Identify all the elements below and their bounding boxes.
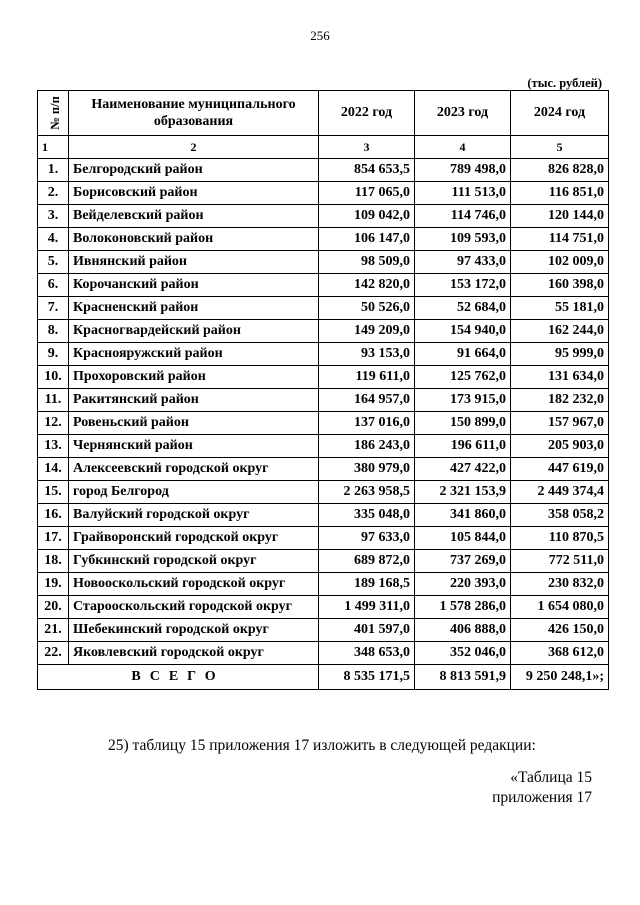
row-number: 16. bbox=[38, 504, 69, 527]
row-number: 18. bbox=[38, 550, 69, 573]
header-name: Наименование муниципального образования bbox=[69, 91, 319, 136]
table-row bbox=[38, 366, 609, 389]
row-value-2023: 406 888,0 bbox=[415, 619, 511, 642]
index-cell: 4 bbox=[415, 136, 511, 159]
units-label: (тыс. рублей) bbox=[527, 76, 602, 90]
table-row bbox=[38, 596, 609, 619]
row-value-2023: 114 746,0 bbox=[415, 205, 511, 228]
row-value-2023: 105 844,0 bbox=[415, 527, 511, 550]
row-value-2022: 164 957,0 bbox=[319, 389, 415, 412]
row-number: 21. bbox=[38, 619, 69, 642]
table-row bbox=[38, 619, 609, 642]
table-row bbox=[38, 389, 609, 412]
row-value-2023: 1 578 286,0 bbox=[415, 596, 511, 619]
table-row bbox=[38, 642, 609, 665]
total-2022: 8 535 171,5 bbox=[319, 665, 415, 690]
row-value-2023: 109 593,0 bbox=[415, 228, 511, 251]
table-row bbox=[38, 274, 609, 297]
row-name: Старооскольский городской округ bbox=[69, 596, 319, 619]
table-row bbox=[38, 435, 609, 458]
row-name: Шебекинский городской округ bbox=[69, 619, 319, 642]
table-row bbox=[38, 251, 609, 274]
row-value-2024: 110 870,5 bbox=[511, 527, 609, 550]
row-value-2023: 153 172,0 bbox=[415, 274, 511, 297]
row-number: 8. bbox=[38, 320, 69, 343]
row-value-2023: 220 393,0 bbox=[415, 573, 511, 596]
row-value-2023: 427 422,0 bbox=[415, 458, 511, 481]
row-number: 3. bbox=[38, 205, 69, 228]
table-row bbox=[38, 297, 609, 320]
row-value-2024: 426 150,0 bbox=[511, 619, 609, 642]
row-number: 17. bbox=[38, 527, 69, 550]
table-row bbox=[38, 573, 609, 596]
row-number: 15. bbox=[38, 481, 69, 504]
row-value-2023: 2 321 153,9 bbox=[415, 481, 511, 504]
row-value-2024: 447 619,0 bbox=[511, 458, 609, 481]
row-name: Красногвардейский район bbox=[69, 320, 319, 343]
row-value-2023: 352 046,0 bbox=[415, 642, 511, 665]
row-name: Прохоровский район bbox=[69, 366, 319, 389]
row-name: Волоконовский район bbox=[69, 228, 319, 251]
row-number: 12. bbox=[38, 412, 69, 435]
header-num: № п/п bbox=[38, 91, 69, 136]
row-name: Новооскольский городской округ bbox=[69, 573, 319, 596]
index-cell: 3 bbox=[319, 136, 415, 159]
reference-line-1: «Таблица 15 bbox=[510, 769, 592, 786]
index-cell: 1 bbox=[38, 136, 69, 159]
row-value-2022: 149 209,0 bbox=[319, 320, 415, 343]
row-value-2022: 335 048,0 bbox=[319, 504, 415, 527]
row-value-2024: 157 967,0 bbox=[511, 412, 609, 435]
row-value-2022: 109 042,0 bbox=[319, 205, 415, 228]
row-value-2022: 1 499 311,0 bbox=[319, 596, 415, 619]
row-value-2022: 401 597,0 bbox=[319, 619, 415, 642]
row-value-2024: 230 832,0 bbox=[511, 573, 609, 596]
row-name: Корочанский район bbox=[69, 274, 319, 297]
row-value-2024: 160 398,0 bbox=[511, 274, 609, 297]
index-cell: 2 bbox=[69, 136, 319, 159]
row-value-2023: 111 513,0 bbox=[415, 182, 511, 205]
index-row bbox=[38, 136, 609, 159]
row-value-2024: 182 232,0 bbox=[511, 389, 609, 412]
reference-line-2: приложения 17 bbox=[492, 789, 592, 806]
row-value-2023: 789 498,0 bbox=[415, 159, 511, 182]
row-value-2022: 186 243,0 bbox=[319, 435, 415, 458]
row-number: 1. bbox=[38, 159, 69, 182]
row-value-2023: 154 940,0 bbox=[415, 320, 511, 343]
row-value-2023: 52 684,0 bbox=[415, 297, 511, 320]
row-value-2024: 2 449 374,4 bbox=[511, 481, 609, 504]
row-name: Ивнянский район bbox=[69, 251, 319, 274]
row-value-2022: 689 872,0 bbox=[319, 550, 415, 573]
total-label: ВСЕГО bbox=[38, 665, 319, 690]
row-value-2022: 98 509,0 bbox=[319, 251, 415, 274]
row-value-2023: 173 915,0 bbox=[415, 389, 511, 412]
header-2024: 2024 год bbox=[511, 91, 609, 136]
table-row bbox=[38, 159, 609, 182]
row-value-2024: 116 851,0 bbox=[511, 182, 609, 205]
row-value-2024: 102 009,0 bbox=[511, 251, 609, 274]
row-value-2023: 97 433,0 bbox=[415, 251, 511, 274]
row-value-2024: 205 903,0 bbox=[511, 435, 609, 458]
row-number: 4. bbox=[38, 228, 69, 251]
row-name: Красненский район bbox=[69, 297, 319, 320]
header-2023: 2023 год bbox=[415, 91, 511, 136]
row-number: 11. bbox=[38, 389, 69, 412]
row-value-2024: 131 634,0 bbox=[511, 366, 609, 389]
row-value-2023: 196 611,0 bbox=[415, 435, 511, 458]
row-number: 5. bbox=[38, 251, 69, 274]
row-number: 22. bbox=[38, 642, 69, 665]
row-name: Чернянский район bbox=[69, 435, 319, 458]
row-number: 7. bbox=[38, 297, 69, 320]
row-name: Алексеевский городской округ bbox=[69, 458, 319, 481]
table-row bbox=[38, 527, 609, 550]
row-name: Губкинский городской округ bbox=[69, 550, 319, 573]
row-name: Борисовский район bbox=[69, 182, 319, 205]
table-row bbox=[38, 343, 609, 366]
row-value-2024: 1 654 080,0 bbox=[511, 596, 609, 619]
table-body bbox=[38, 159, 609, 665]
row-value-2022: 854 653,5 bbox=[319, 159, 415, 182]
row-value-2023: 125 762,0 bbox=[415, 366, 511, 389]
total-row bbox=[38, 665, 609, 690]
table-row bbox=[38, 481, 609, 504]
row-value-2022: 119 611,0 bbox=[319, 366, 415, 389]
row-name: Ровеньский район bbox=[69, 412, 319, 435]
row-number: 9. bbox=[38, 343, 69, 366]
row-value-2022: 2 263 958,5 bbox=[319, 481, 415, 504]
row-value-2022: 380 979,0 bbox=[319, 458, 415, 481]
row-name: Грайворонский городской округ bbox=[69, 527, 319, 550]
table-row bbox=[38, 458, 609, 481]
row-value-2023: 341 860,0 bbox=[415, 504, 511, 527]
table-row bbox=[38, 228, 609, 251]
table-row bbox=[38, 182, 609, 205]
row-value-2024: 55 181,0 bbox=[511, 297, 609, 320]
row-value-2024: 114 751,0 bbox=[511, 228, 609, 251]
row-value-2024: 368 612,0 bbox=[511, 642, 609, 665]
table-row bbox=[38, 205, 609, 228]
row-number: 6. bbox=[38, 274, 69, 297]
row-value-2024: 95 999,0 bbox=[511, 343, 609, 366]
header-2022: 2022 год bbox=[319, 91, 415, 136]
row-value-2022: 189 168,5 bbox=[319, 573, 415, 596]
amendment-text: 25) таблицу 15 приложения 17 изложить в следующей редакции: bbox=[108, 737, 536, 754]
row-number: 20. bbox=[38, 596, 69, 619]
row-number: 14. bbox=[38, 458, 69, 481]
row-value-2022: 97 633,0 bbox=[319, 527, 415, 550]
row-number: 13. bbox=[38, 435, 69, 458]
row-value-2022: 50 526,0 bbox=[319, 297, 415, 320]
row-name: Белгородский район bbox=[69, 159, 319, 182]
total-2023: 8 813 591,9 bbox=[415, 665, 511, 690]
page-number: 256 bbox=[310, 28, 330, 43]
row-name: Яковлевский городской округ bbox=[69, 642, 319, 665]
table-row bbox=[38, 504, 609, 527]
row-value-2023: 150 899,0 bbox=[415, 412, 511, 435]
row-value-2023: 737 269,0 bbox=[415, 550, 511, 573]
row-name: город Белгород bbox=[69, 481, 319, 504]
row-value-2022: 137 016,0 bbox=[319, 412, 415, 435]
table-reference bbox=[492, 768, 592, 808]
row-value-2022: 348 653,0 bbox=[319, 642, 415, 665]
row-value-2023: 91 664,0 bbox=[415, 343, 511, 366]
row-value-2024: 120 144,0 bbox=[511, 205, 609, 228]
budget-table bbox=[37, 90, 609, 690]
row-value-2022: 117 065,0 bbox=[319, 182, 415, 205]
row-value-2022: 93 153,0 bbox=[319, 343, 415, 366]
row-value-2022: 106 147,0 bbox=[319, 228, 415, 251]
row-number: 10. bbox=[38, 366, 69, 389]
row-name: Валуйский городской округ bbox=[69, 504, 319, 527]
row-value-2022: 142 820,0 bbox=[319, 274, 415, 297]
table-row bbox=[38, 320, 609, 343]
table-row bbox=[38, 412, 609, 435]
header-row bbox=[38, 91, 609, 136]
row-value-2024: 162 244,0 bbox=[511, 320, 609, 343]
row-number: 2. bbox=[38, 182, 69, 205]
table-row bbox=[38, 550, 609, 573]
index-cell: 5 bbox=[511, 136, 609, 159]
row-value-2024: 358 058,2 bbox=[511, 504, 609, 527]
row-name: Ракитянский район bbox=[69, 389, 319, 412]
row-value-2024: 772 511,0 bbox=[511, 550, 609, 573]
row-name: Вейделевский район bbox=[69, 205, 319, 228]
row-value-2024: 826 828,0 bbox=[511, 159, 609, 182]
row-number: 19. bbox=[38, 573, 69, 596]
row-name: Краснояружский район bbox=[69, 343, 319, 366]
total-2024: 9 250 248,1»; bbox=[511, 665, 609, 690]
